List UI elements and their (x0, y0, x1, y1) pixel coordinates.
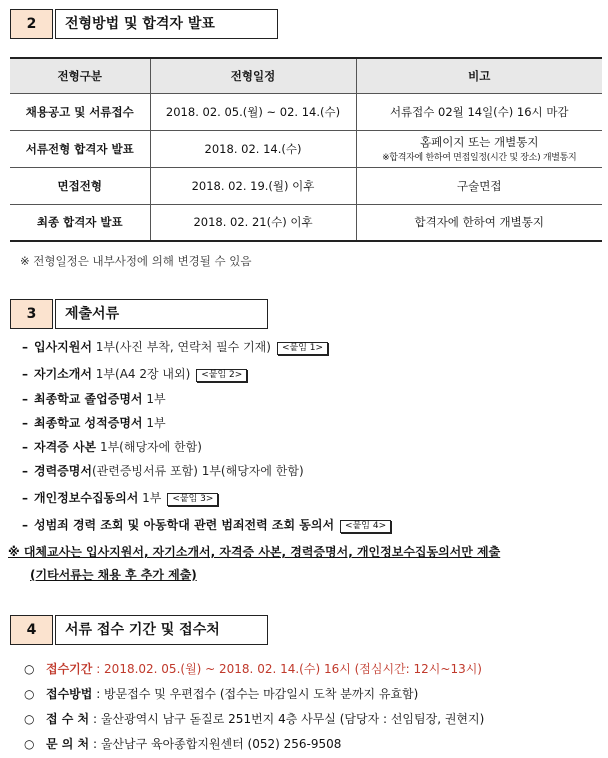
document-desc: 1부(해당자에 한함) (96, 440, 202, 454)
reception-place (24, 710, 484, 727)
row-schedule: 2018. 02. 21(수) 이후 (150, 204, 356, 241)
attachment-tag: <붙임 1> (277, 342, 328, 355)
document-desc: 1부 (142, 416, 166, 430)
document-name: 최종학교 졸업증명서 (34, 392, 143, 406)
reception-period (24, 660, 482, 677)
list-dash: – (22, 392, 28, 406)
row-note: 홈페이지 또는 개별통지 (420, 135, 539, 149)
list-item (22, 438, 202, 455)
notice-line: (기타서류는 채용 후 추가 제출) (30, 568, 197, 582)
substitute-notice (8, 543, 500, 560)
row-category: 서류전형 합격자 발표 (10, 130, 150, 167)
document-desc: 1부 (142, 392, 166, 406)
notice-line: ※ 대체교사는 입사지원서, 자기소개서, 자격증 사본, 경력증명서, 개인정보수집동의서만 제출 (8, 545, 501, 559)
row-note: 구술면접 (356, 167, 602, 204)
section-title: 서류 접수 기간 및 접수처 (55, 615, 268, 645)
list-dash: – (22, 440, 28, 454)
substitute-notice-extra (30, 566, 197, 583)
column-header: 전형구분 (10, 58, 150, 93)
list-item (22, 390, 166, 407)
attachment-tag: <붙임 4> (340, 520, 391, 533)
section-number: 4 (10, 615, 53, 645)
section-number: 3 (10, 299, 53, 329)
info-label: 접수기간 (46, 662, 93, 676)
row-category: 최종 합격자 발표 (10, 204, 150, 241)
list-item (22, 489, 218, 506)
document-name: 자기소개서 (34, 367, 92, 381)
row-note-cell (356, 130, 602, 167)
list-item (22, 516, 391, 533)
row-note: 서류접수 02월 14일(수) 16시 마감 (356, 93, 602, 130)
row-category: 면접전형 (10, 167, 150, 204)
schedule-footnote: ※ 전형일정은 내부사정에 의해 변경될 수 있음 (20, 254, 252, 268)
list-item (22, 414, 166, 431)
table-row (10, 167, 602, 204)
circle-bullet-icon: ○ (24, 662, 35, 676)
info-sep: : (92, 662, 105, 676)
row-note-detail: ※합격자에 한하여 면접일정(시간 및 장소) 개별통지 (382, 153, 577, 163)
circle-bullet-icon: ○ (24, 737, 35, 751)
document-desc: (관련증빙서류 포함) 1부(해당자에 한함) (91, 464, 304, 478)
reception-method (24, 685, 418, 702)
attachment-tag: <붙임 3> (167, 493, 218, 506)
info-sep: : (89, 737, 101, 751)
table-row (10, 93, 602, 130)
circle-bullet-icon: ○ (24, 687, 35, 701)
attachment-tag: <붙임 2> (196, 369, 247, 382)
column-header: 전형일정 (150, 58, 356, 93)
list-item (22, 462, 304, 479)
table-row (10, 204, 602, 241)
document-name: 경력증명서 (34, 464, 92, 478)
section-title: 전형방법 및 합격자 발표 (55, 9, 278, 39)
section-number: 2 (10, 9, 53, 39)
document-name: 최종학교 성적증명서 (34, 416, 143, 430)
info-value: 방문접수 및 우편접수 (접수는 마감일시 도착 분까지 유효함) (104, 687, 419, 701)
document-name: 입사지원서 (34, 340, 92, 354)
section-title: 제출서류 (55, 299, 268, 329)
info-label: 접수방법 (46, 687, 93, 701)
list-dash: – (22, 491, 28, 505)
list-dash: – (22, 464, 28, 478)
table-row (10, 130, 602, 167)
circle-bullet-icon: ○ (24, 712, 35, 726)
document-desc: 1부(사진 부착, 연락처 필수 기재) (91, 340, 271, 354)
info-value: 2018.02. 05.(월) ~ 2018. 02. 14.(수) 16시 (점심시간: 12시~13시) (104, 662, 482, 676)
row-schedule: 2018. 02. 19.(월) 이후 (150, 167, 356, 204)
row-schedule: 2018. 02. 14.(수) (150, 130, 356, 167)
row-category: 채용공고 및 서류접수 (10, 93, 150, 130)
info-label: 접 수 처 (46, 712, 90, 726)
list-dash: – (22, 518, 28, 532)
row-schedule: 2018. 02. 05.(월) ~ 02. 14.(수) (150, 93, 356, 130)
info-sep: : (89, 712, 101, 726)
list-dash: – (22, 367, 28, 381)
column-header: 비고 (356, 58, 602, 93)
table-header-row (10, 58, 602, 93)
list-dash: – (22, 416, 28, 430)
document-desc: 1부 (138, 491, 162, 505)
inquiry-contact (24, 735, 341, 752)
info-value: 울산광역시 남구 돋질로 251번지 4층 사무실 (담당자 : 선임팀장, 권현지) (100, 712, 485, 726)
document-desc: 1부(A4 2장 내외) (91, 367, 191, 381)
list-item (22, 338, 328, 355)
document-name: 개인정보수집동의서 (34, 491, 139, 505)
schedule-table (10, 57, 602, 242)
row-note: 합격자에 한하여 개별통지 (356, 204, 602, 241)
list-item (22, 365, 247, 382)
info-sep: : (92, 687, 105, 701)
list-dash: – (22, 340, 28, 354)
info-value: 울산남구 육아종합지원센터 (052) 256-9508 (100, 737, 342, 751)
document-name: 성범죄 경력 조회 및 아동학대 관련 범죄전력 조회 동의서 (34, 518, 335, 532)
document-name: 자격증 사본 (34, 440, 97, 454)
info-label: 문 의 처 (46, 737, 90, 751)
